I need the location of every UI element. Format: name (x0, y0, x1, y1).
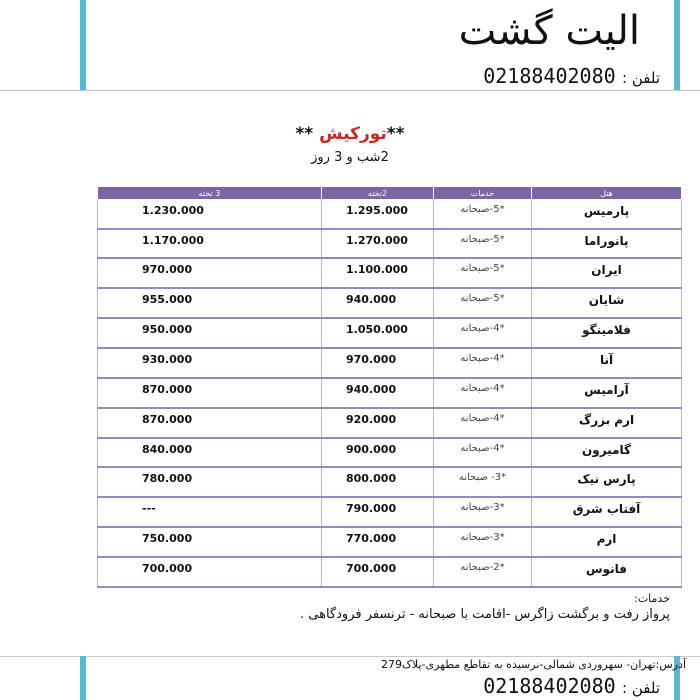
price-triple: 950.000 (98, 318, 322, 348)
hotel-services: *5-صبحانه (434, 258, 532, 288)
price-triple: 870.000 (98, 378, 322, 408)
price-triple: 750.000 (98, 527, 322, 557)
hotel-name: پارمیس (532, 200, 682, 229)
phone-label: تلفن : (622, 69, 660, 87)
table-row (98, 258, 682, 288)
header-phone (483, 64, 660, 88)
hotel-services: *2-صبحانه (434, 557, 532, 587)
hotel-name: فلامینگو (532, 318, 682, 348)
tour-title-suffix: ** (295, 124, 320, 144)
price-double: 900.000 (322, 438, 434, 468)
hotel-name: پارس نیک (532, 467, 682, 497)
header-hotel: هتل (532, 187, 682, 200)
header-triple: 3 تخته (98, 187, 322, 200)
tour-title (0, 124, 700, 144)
hotel-services: *5-صبحانه (434, 200, 532, 229)
price-double: 970.000 (322, 348, 434, 378)
footer-divider (0, 656, 700, 657)
price-double: 920.000 (322, 408, 434, 438)
tour-duration: 2شب و 3 روز (311, 150, 389, 165)
header-double: 2تخته (322, 187, 434, 200)
hotel-services: *4-صبحانه (434, 318, 532, 348)
price-double: 1.100.000 (322, 258, 434, 288)
table-row (98, 348, 682, 378)
table-row (98, 288, 682, 318)
services-description: پرواز رفت و برگشت زاگرس -اقامت با صبحانه - ترنسفر فرودگاهی . (300, 607, 670, 622)
hotel-name: شایان (532, 288, 682, 318)
price-triple: 1.230.000 (98, 200, 322, 229)
price-double: 1.270.000 (322, 229, 434, 259)
hotel-services: *5-صبحانه (434, 229, 532, 259)
accent-bar-left-bottom (80, 656, 86, 700)
accent-bar-right-top (674, 0, 680, 90)
price-double: 700.000 (322, 557, 434, 587)
table-row (98, 497, 682, 527)
hotel-name: آنا (532, 348, 682, 378)
table-row (98, 467, 682, 497)
hotel-services: *4-صبحانه (434, 408, 532, 438)
price-triple: 1.170.000 (98, 229, 322, 259)
hotel-name: گامیرون (532, 438, 682, 468)
price-triple: --- (98, 497, 322, 527)
hotel-services: *4-صبحانه (434, 378, 532, 408)
hotel-name: آرامیس (532, 378, 682, 408)
header-services: خدمات (434, 187, 532, 200)
agency-title: الیت گشت (458, 8, 640, 54)
price-double: 1.295.000 (322, 200, 434, 229)
hotel-services: *5-صبحانه (434, 288, 532, 318)
accent-bar-left-top (80, 0, 86, 90)
hotel-services: *4-صبحانه (434, 348, 532, 378)
price-double: 770.000 (322, 527, 434, 557)
price-triple: 780.000 (98, 467, 322, 497)
price-triple: 840.000 (98, 438, 322, 468)
footer-address: آدرس:تهران- سهروردی شمالی-نرسیده به تقاطع مطهری-پلاک279 (381, 658, 686, 671)
price-double: 800.000 (322, 467, 434, 497)
hotel-name: فانوس (532, 557, 682, 587)
price-double: 940.000 (322, 288, 434, 318)
table-row (98, 200, 682, 229)
table-row (98, 229, 682, 259)
hotel-services: *3-صبحانه (434, 527, 532, 557)
price-table (97, 186, 682, 588)
price-triple: 700.000 (98, 557, 322, 587)
table-row (98, 318, 682, 348)
price-triple: 870.000 (98, 408, 322, 438)
table-row (98, 438, 682, 468)
hotel-services: *4-صبحانه (434, 438, 532, 468)
footer-phone (483, 674, 660, 698)
table-row (98, 557, 682, 587)
table-body (98, 200, 682, 588)
header-divider (0, 90, 700, 91)
footer-phone-number: 02188402080 (483, 674, 616, 698)
phone-number: 02188402080 (483, 64, 616, 88)
hotel-name: آفتاب شرق (532, 497, 682, 527)
hotel-services: *3-صبحانه (434, 497, 532, 527)
table-row (98, 378, 682, 408)
footer-phone-label: تلفن : (622, 679, 660, 697)
hotel-name: پانوراما (532, 229, 682, 259)
price-triple: 955.000 (98, 288, 322, 318)
table-row (98, 527, 682, 557)
price-double: 1.050.000 (322, 318, 434, 348)
services-label: خدمات: (634, 592, 670, 605)
hotel-services: *3- صبحانه (434, 467, 532, 497)
tour-title-prefix: ** (386, 124, 405, 144)
hotel-name: ایران (532, 258, 682, 288)
price-triple: 930.000 (98, 348, 322, 378)
price-triple: 970.000 (98, 258, 322, 288)
tour-name: تورکیش (319, 124, 387, 144)
table-header-row (98, 187, 682, 200)
hotel-name: ارم بزرگ (532, 408, 682, 438)
hotel-name: ارم (532, 527, 682, 557)
price-double: 940.000 (322, 378, 434, 408)
table-row (98, 408, 682, 438)
price-double: 790.000 (322, 497, 434, 527)
